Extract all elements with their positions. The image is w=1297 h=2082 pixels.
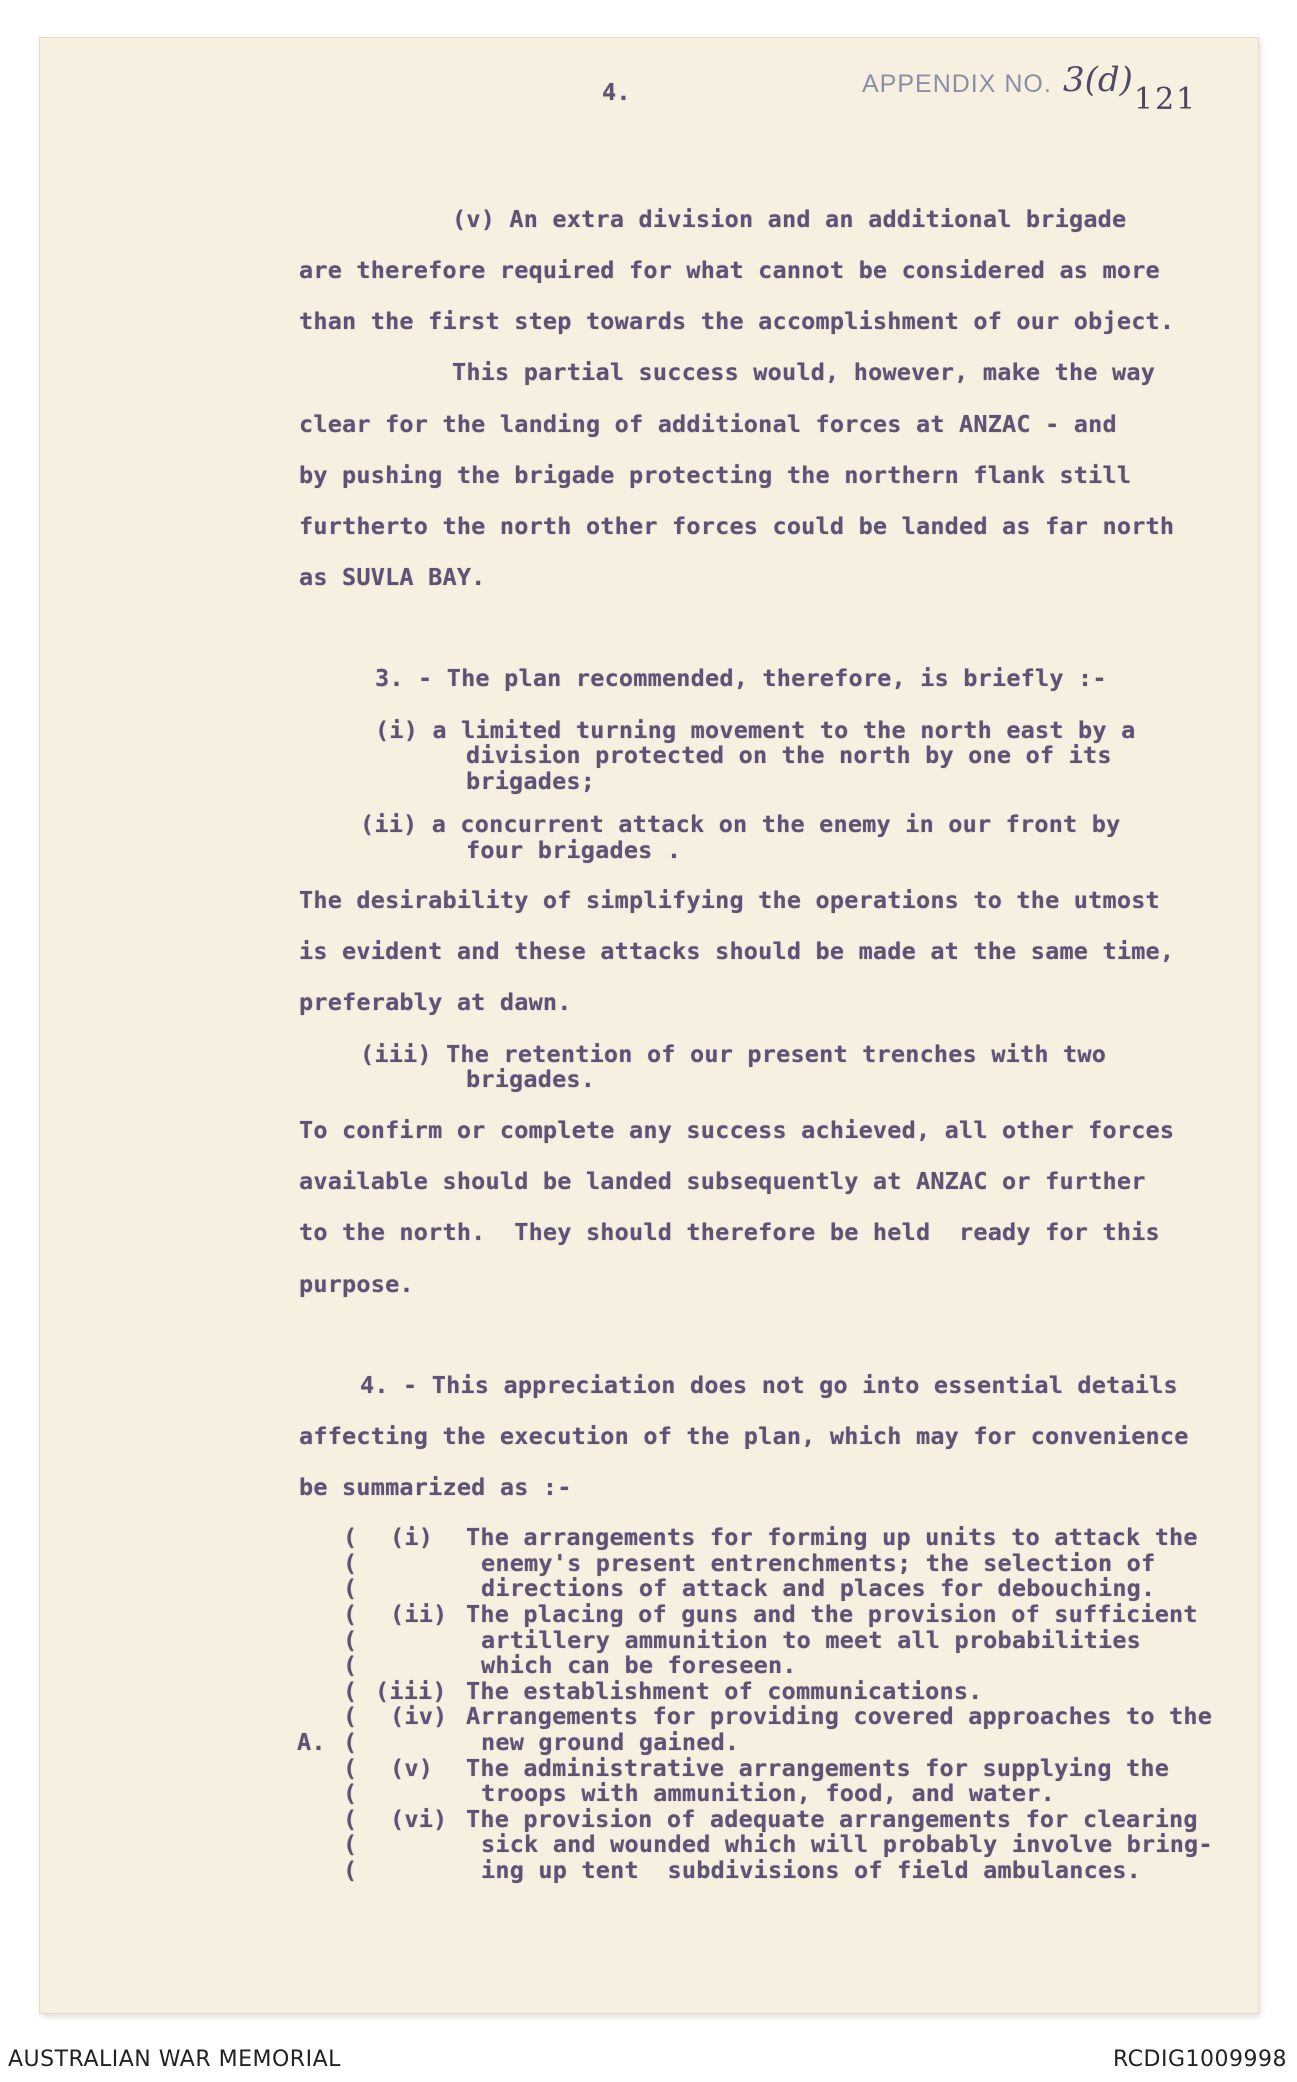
text-line: (v) An extra division and an additional brigade	[452, 205, 1127, 233]
text-line: than the first step towards the accomplishment of our object.	[299, 307, 1175, 335]
text-line: troops with ammunition, food, and water.	[481, 1779, 1055, 1807]
text-line: sick and wounded which will probably involve bring-	[481, 1830, 1213, 1858]
footer-source: AUSTRALIAN WAR MEMORIAL	[8, 2047, 341, 2072]
text-line: (ii) a concurrent attack on the enemy in our front by	[360, 810, 1121, 838]
appendix-stamp: APPENDIX NO.	[862, 70, 1052, 98]
page-number: 4.	[602, 78, 631, 106]
text-line: This partial success would, however, make the way	[452, 358, 1156, 386]
text-line: The administrative arrangements for supplying the	[466, 1754, 1170, 1782]
bracket-mark: (	[343, 1677, 358, 1705]
item-number: (vi)	[390, 1805, 448, 1833]
folio-number: 121	[1134, 82, 1198, 117]
text-line: available should be landed subsequently at ANZAC or further	[299, 1167, 1146, 1195]
text-line: (iii) The retention of our present trenches with two	[360, 1040, 1107, 1068]
text-line: furtherto the north other forces could be landed as far north	[299, 512, 1175, 540]
text-line: brigades;	[466, 767, 596, 795]
bracket-mark: (	[343, 1702, 358, 1730]
text-line: The arrangements for forming up units to attack the	[466, 1523, 1198, 1551]
text-line: be summarized as :-	[299, 1473, 572, 1501]
section-4-heading: 4. - This appreciation does not go into essential details	[360, 1371, 1178, 1399]
bracket-mark: (	[343, 1626, 358, 1654]
text-line: enemy's present entrenchments; the selection of	[481, 1549, 1156, 1577]
text-line: The provision of adequate arrangements for clearing	[466, 1805, 1198, 1833]
text-line: clear for the landing of additional forces at ANZAC - and	[299, 410, 1117, 438]
bracket-mark: (	[343, 1600, 358, 1628]
text-line: division protected on the north by one of its	[466, 741, 1112, 769]
item-number: (iii)	[375, 1677, 447, 1705]
text-line: preferably at dawn.	[299, 988, 572, 1016]
section-3-heading: 3. - The plan recommended, therefore, is briefly :-	[375, 664, 1107, 692]
text-line: The desirability of simplifying the operations to the utmost	[299, 886, 1160, 914]
footer-id: RCDIG1009998	[1112, 2047, 1287, 2072]
text-line: to the north. They should therefore be held ready for this	[299, 1218, 1160, 1246]
item-number: (ii)	[390, 1600, 448, 1628]
bracket-mark: (	[343, 1856, 358, 1884]
text-line: purpose.	[299, 1270, 414, 1298]
text-line: (i) a limited turning movement to the north east by a	[375, 716, 1136, 744]
text-line: are therefore required for what cannot be considered as more	[299, 256, 1160, 284]
bracket-mark: (	[343, 1523, 358, 1551]
text-line: The establishment of communications.	[466, 1677, 983, 1705]
item-number: (v)	[390, 1754, 434, 1782]
bracket-mark: (	[343, 1574, 358, 1602]
text-line: The placing of guns and the provision of sufficient	[466, 1600, 1198, 1628]
bracket-mark: (	[343, 1830, 358, 1858]
bracket-mark: (	[343, 1779, 358, 1807]
bracket-mark: (	[343, 1754, 358, 1782]
text-line: Arrangements for providing covered approaches to the	[466, 1702, 1213, 1730]
appendix-number-handwritten: 3(d)	[1063, 60, 1133, 100]
bracket-mark: (	[343, 1549, 358, 1577]
text-line: brigades.	[466, 1065, 596, 1093]
item-number: (i)	[390, 1523, 434, 1551]
text-line: To confirm or complete any success achieved, all other forces	[299, 1116, 1175, 1144]
text-line: by pushing the brigade protecting the northern flank still	[299, 461, 1132, 489]
text-line: affecting the execution of the plan, which may for convenience	[299, 1422, 1189, 1450]
text-line: new ground gained.	[481, 1728, 740, 1756]
text-line: four brigades .	[466, 836, 682, 864]
text-line: ing up tent subdivisions of field ambulances.	[481, 1856, 1142, 1884]
text-line: artillery ammunition to meet all probabilities	[481, 1626, 1142, 1654]
text-line: is evident and these attacks should be made at the same time,	[299, 937, 1175, 965]
bracket-mark: (	[343, 1651, 358, 1679]
bracket-mark: (	[343, 1728, 358, 1756]
text-line: as SUVLA BAY.	[299, 563, 486, 591]
text-line: which can be foreseen.	[481, 1651, 797, 1679]
item-number: (iv)	[390, 1702, 448, 1730]
text-line: directions of attack and places for debouching.	[481, 1574, 1156, 1602]
bracket-mark: (	[343, 1805, 358, 1833]
margin-label: A.	[297, 1728, 326, 1756]
